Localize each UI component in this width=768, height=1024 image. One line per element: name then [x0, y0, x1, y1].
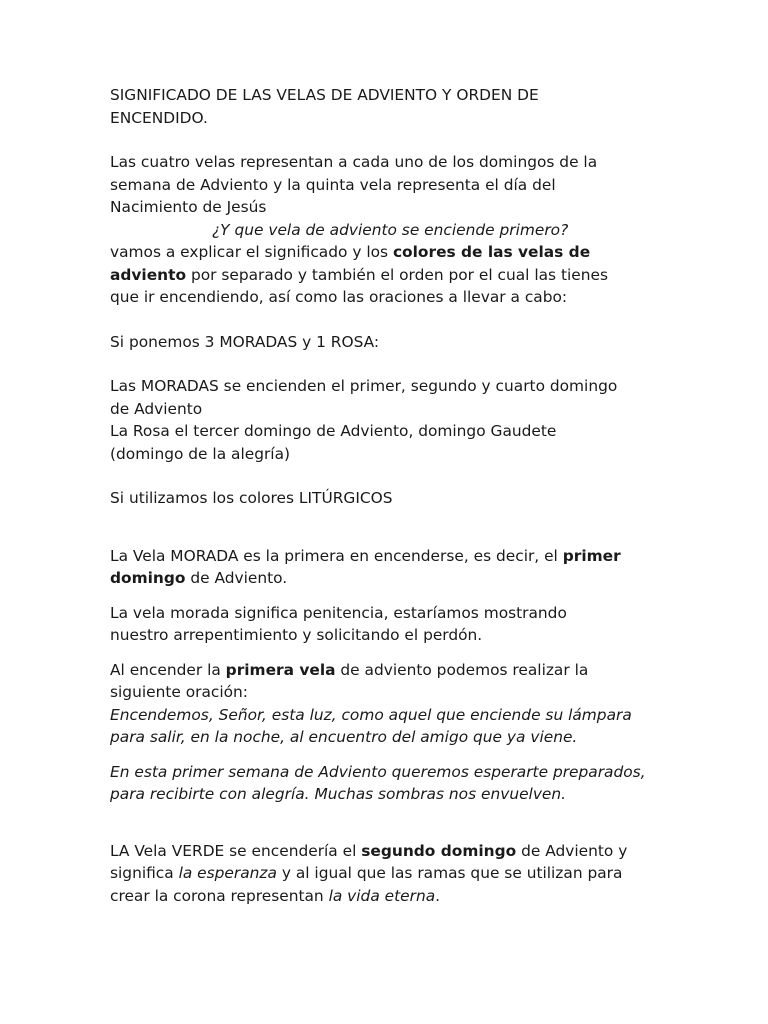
- significado-morada-paragraph: [110, 602, 650, 647]
- vela-verde-line-3: [110, 885, 650, 908]
- intro-line-5: [110, 264, 650, 287]
- vela-morada-line-1: [110, 545, 650, 568]
- intro-line-5-bold: adviento: [110, 265, 187, 284]
- vela-verde-line-3-text-c: .: [435, 886, 441, 905]
- oracion-cont-line-2: para recibirte con alegría. Muchas sombras nos envuelven.: [110, 785, 567, 803]
- liturgicos-heading: Si utilizamos los colores LITÚRGICOS: [110, 489, 393, 507]
- moradas-rosa-heading: Si ponemos 3 MORADAS y 1 ROSA:: [110, 332, 380, 351]
- vela-verde-line-2: [110, 862, 650, 885]
- intro-paragraph: [110, 151, 650, 309]
- intro-line-2: semana de Adviento y la quinta vela representa el día del: [110, 175, 556, 194]
- intro-line-6: que ir encendiendo, así como las oraciones a llevar a cabo:: [110, 288, 568, 306]
- vela-verde-line-2-italic: la esperanza: [178, 864, 277, 882]
- oracion-cont-line-1: En esta primer semana de Adviento queremos esperarte preparados,: [110, 762, 646, 781]
- vela-verde-line-2-text-a: significa: [110, 864, 179, 882]
- vela-verde-paragraph: [110, 840, 650, 908]
- title-line-2: ENCENDIDO.: [110, 108, 208, 127]
- document-title: [110, 84, 650, 129]
- vela-morada-line-1-text: La Vela MORADA es la primera en encenderse, es decir, el: [110, 546, 563, 565]
- vela-verde-line-3-text-a: crear la corona representan: [110, 886, 329, 905]
- vela-morada-line-2-bold: domingo: [110, 569, 186, 587]
- moradas-rosa-paragraph: [110, 375, 650, 465]
- vela-morada-paragraph: [110, 545, 650, 590]
- intro-line-5-text: por separado y también el orden por el cual las tienes: [186, 265, 608, 284]
- significado-line-1: La vela morada significa penitencia, estaríamos mostrando: [110, 603, 567, 622]
- oracion-paragraph: [110, 659, 650, 749]
- moradas-line-4: (domingo de la alegría): [110, 444, 291, 463]
- oracion-line-1-bold: primera vela: [225, 660, 336, 679]
- oracion-line-1-text-c: de adviento podemos realizar la: [335, 660, 589, 679]
- vela-verde-line-3-italic: la vida eterna: [328, 886, 436, 905]
- vela-morada-line-1-bold: primer: [562, 546, 621, 565]
- oracion-line-2: siguiente oración:: [110, 683, 248, 701]
- intro-line-4-text: vamos a explicar el significado y los: [110, 243, 393, 261]
- moradas-line-2: de Adviento: [110, 399, 203, 418]
- intro-line-4: [110, 241, 650, 264]
- oracion-line-1-text-a: Al encender la: [110, 660, 226, 679]
- vela-morada-line-2-text: de Adviento.: [185, 569, 288, 587]
- prayer-line-2: para salir, en la noche, al encuentro del amigo que ya viene.: [110, 728, 578, 746]
- vela-verde-line-1-text-a: LA Vela VERDE se encendería el: [110, 841, 362, 860]
- vela-verde-line-1: [110, 840, 650, 863]
- significado-line-2: nuestro arrepentimiento y solicitando el perdón.: [110, 626, 483, 644]
- vela-morada-line-2: [110, 567, 650, 590]
- title-line-1: SIGNIFICADO DE LAS VELAS DE ADVIENTO Y ORDEN DE: [110, 86, 539, 104]
- intro-question: ¿Y que vela de adviento se enciende primero?: [212, 220, 569, 239]
- intro-line-3: Nacimiento de Jesús: [110, 198, 267, 216]
- vela-verde-line-1-bold: segundo domingo: [361, 841, 517, 860]
- intro-line-4-bold: colores de las velas de: [392, 243, 591, 261]
- vela-verde-line-1-text-c: de Adviento y: [516, 841, 628, 860]
- moradas-line-1: Las MORADAS se encienden el primer, segundo y cuarto domingo: [110, 377, 618, 395]
- intro-line-1: Las cuatro velas representan a cada uno de los domingos de la: [110, 153, 598, 171]
- document-page: [110, 84, 650, 907]
- prayer-line-1: Encendemos, Señor, esta luz, como aquel que enciende su lámpara: [110, 705, 632, 724]
- oracion-line-1: [110, 659, 650, 682]
- moradas-line-3: La Rosa el tercer domingo de Adviento, domingo Gaudete: [110, 422, 557, 440]
- vela-verde-line-2-text-c: y al igual que las ramas que se utilizan para: [276, 864, 623, 882]
- oracion-cont-paragraph: [110, 761, 650, 806]
